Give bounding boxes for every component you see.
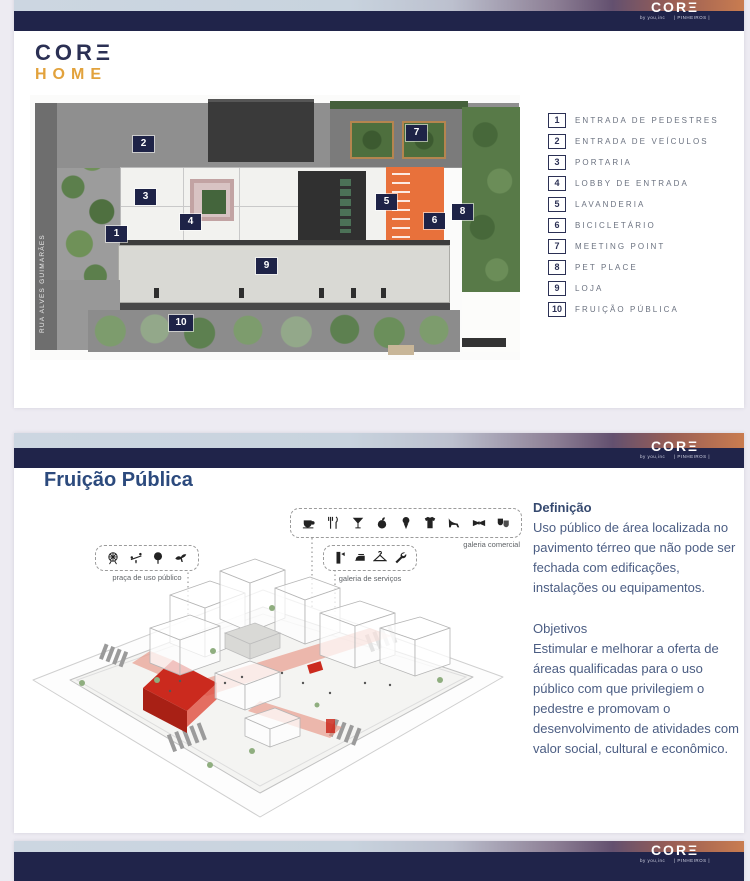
slide-site-plan <box>14 0 744 408</box>
icon-box-praca <box>95 545 199 571</box>
legend-item <box>548 197 719 211</box>
store-building <box>118 245 450 303</box>
header-navy-bar <box>14 852 744 881</box>
legend-item <box>548 260 719 274</box>
legend-number: 5 <box>548 197 566 212</box>
right-garden <box>462 107 520 292</box>
core-logo-location: | PINHEIROS | <box>673 858 710 863</box>
legend-item <box>548 281 719 295</box>
legend-item <box>548 239 719 253</box>
core-logo-subbrand: by you,inc <box>640 858 666 863</box>
header-navy-bar <box>14 448 744 468</box>
plan-legend <box>548 113 719 316</box>
core-logo-word: CORΞ <box>650 842 700 858</box>
core-logo-subbrand: by you,inc <box>640 15 666 20</box>
legend-number: 9 <box>548 281 566 296</box>
site-plan <box>30 95 520 360</box>
core-home-line1: CORΞ <box>35 40 115 65</box>
legend-number: 1 <box>548 113 566 128</box>
header-gradient-strip <box>14 433 744 448</box>
slide-next-partial <box>14 841 744 881</box>
street-strip <box>35 103 57 350</box>
legend-label: FRUIÇÃO PÚBLICA <box>575 304 679 314</box>
hanger-icon <box>373 551 387 565</box>
header-gradient-strip <box>14 841 744 852</box>
legend-number: 2 <box>548 134 566 149</box>
theater-masks-icon <box>496 516 510 530</box>
legend-number: 3 <box>548 155 566 170</box>
core-home-line2: HOME <box>35 66 107 83</box>
plan-marker: 5 <box>376 194 397 210</box>
plan-marker: 7 <box>406 125 427 141</box>
roof-block <box>208 99 314 162</box>
icon-box-label: galeria comercial <box>463 540 520 549</box>
iron-icon <box>353 551 367 565</box>
tshirt-icon <box>423 516 437 530</box>
core-logo <box>640 843 710 864</box>
legend-item <box>548 134 719 148</box>
seesaw-icon <box>129 551 143 565</box>
legend-item <box>548 155 719 169</box>
bird-icon <box>174 551 188 565</box>
street-label: RUA ALVES GUIMARÃES <box>39 234 46 333</box>
plan-marker: 4 <box>180 214 201 230</box>
cutlery-icon <box>326 516 340 530</box>
core-home-logo <box>35 42 114 83</box>
legend-label: ENTRADA DE PEDESTRES <box>575 115 719 125</box>
barber-icon <box>333 551 347 565</box>
apple-icon <box>375 516 389 530</box>
core-logo-subbrand: by you,inc <box>640 454 666 459</box>
legend-number: 8 <box>548 260 566 275</box>
planter <box>350 121 394 159</box>
legend-item <box>548 302 719 316</box>
ferris-wheel-icon <box>106 551 120 565</box>
definition-body: Uso público de área localizada no pavimento térreo que não pode ser fechada com edificações, instalações ou equipamentos. <box>533 520 736 595</box>
legend-label: LOJA <box>575 283 604 293</box>
legend-label: LAVANDERIA <box>575 199 646 209</box>
core-logo-word: CORΞ <box>650 0 700 15</box>
walkway <box>118 303 450 310</box>
objectives-body: Estimular e melhorar a oferta de áreas qualificadas para o uso público com que privilegiem o pedestre e promovam o desenvolvimento de atividades com valor social, cultural e econômico. <box>533 641 739 756</box>
text-column <box>533 498 741 780</box>
legend-label: LOBBY DE ENTRADA <box>575 178 689 188</box>
dark-bar <box>462 338 506 347</box>
legend-label: MEETING POINT <box>575 241 666 251</box>
core-logo <box>640 439 710 460</box>
plan-marker: 9 <box>256 258 277 274</box>
plan-marker: 1 <box>106 226 127 242</box>
coffee-cup-icon <box>302 516 316 530</box>
core-logo-word: CORΞ <box>650 438 700 454</box>
laundry-room <box>298 171 366 241</box>
icon-box-galeria-comercial <box>290 508 522 538</box>
washing-machines <box>340 179 351 233</box>
core-logo-location: | PINHEIROS | <box>673 15 710 20</box>
legend-number: 7 <box>548 239 566 254</box>
cocktail-icon <box>351 516 365 530</box>
plan-marker: 2 <box>133 136 154 152</box>
objectives-heading: Objetivos <box>533 621 588 636</box>
tan-deck <box>388 345 414 355</box>
core-logo <box>640 0 710 21</box>
icon-box-label: praça de uso público <box>112 573 182 582</box>
header-navy-bar <box>14 11 744 31</box>
plan-marker: 10 <box>169 315 193 331</box>
hedge-strip <box>330 101 468 109</box>
header-gradient-strip <box>14 0 744 11</box>
legend-item <box>548 113 719 127</box>
plan-marker: 3 <box>135 189 156 205</box>
slide-fruicao-publica <box>14 433 744 833</box>
legend-item <box>548 176 719 190</box>
legend-number: 4 <box>548 176 566 191</box>
legend-label: ENTRADA DE VEÍCULOS <box>575 136 709 146</box>
legend-label: PORTARIA <box>575 157 632 167</box>
ice-cream-icon <box>399 516 413 530</box>
high-heel-icon <box>447 516 461 530</box>
icon-box-label: galeria de serviços <box>338 574 402 583</box>
definition-heading: Definição <box>533 500 592 515</box>
legend-label: BICICLETÁRIO <box>575 220 656 230</box>
plan-marker: 6 <box>424 213 445 229</box>
bow-tie-icon <box>472 516 486 530</box>
page-title: Fruição Pública <box>44 469 193 491</box>
core-logo-location: | PINHEIROS | <box>673 454 710 459</box>
legend-item <box>548 218 719 232</box>
legend-number: 6 <box>548 218 566 233</box>
legend-label: PET PLACE <box>575 262 638 272</box>
legend-number: 10 <box>548 302 566 317</box>
tree-icon <box>151 551 165 565</box>
icon-box-galeria-servicos <box>323 545 417 571</box>
plan-marker: 8 <box>452 204 473 220</box>
wrench-icon <box>393 551 407 565</box>
